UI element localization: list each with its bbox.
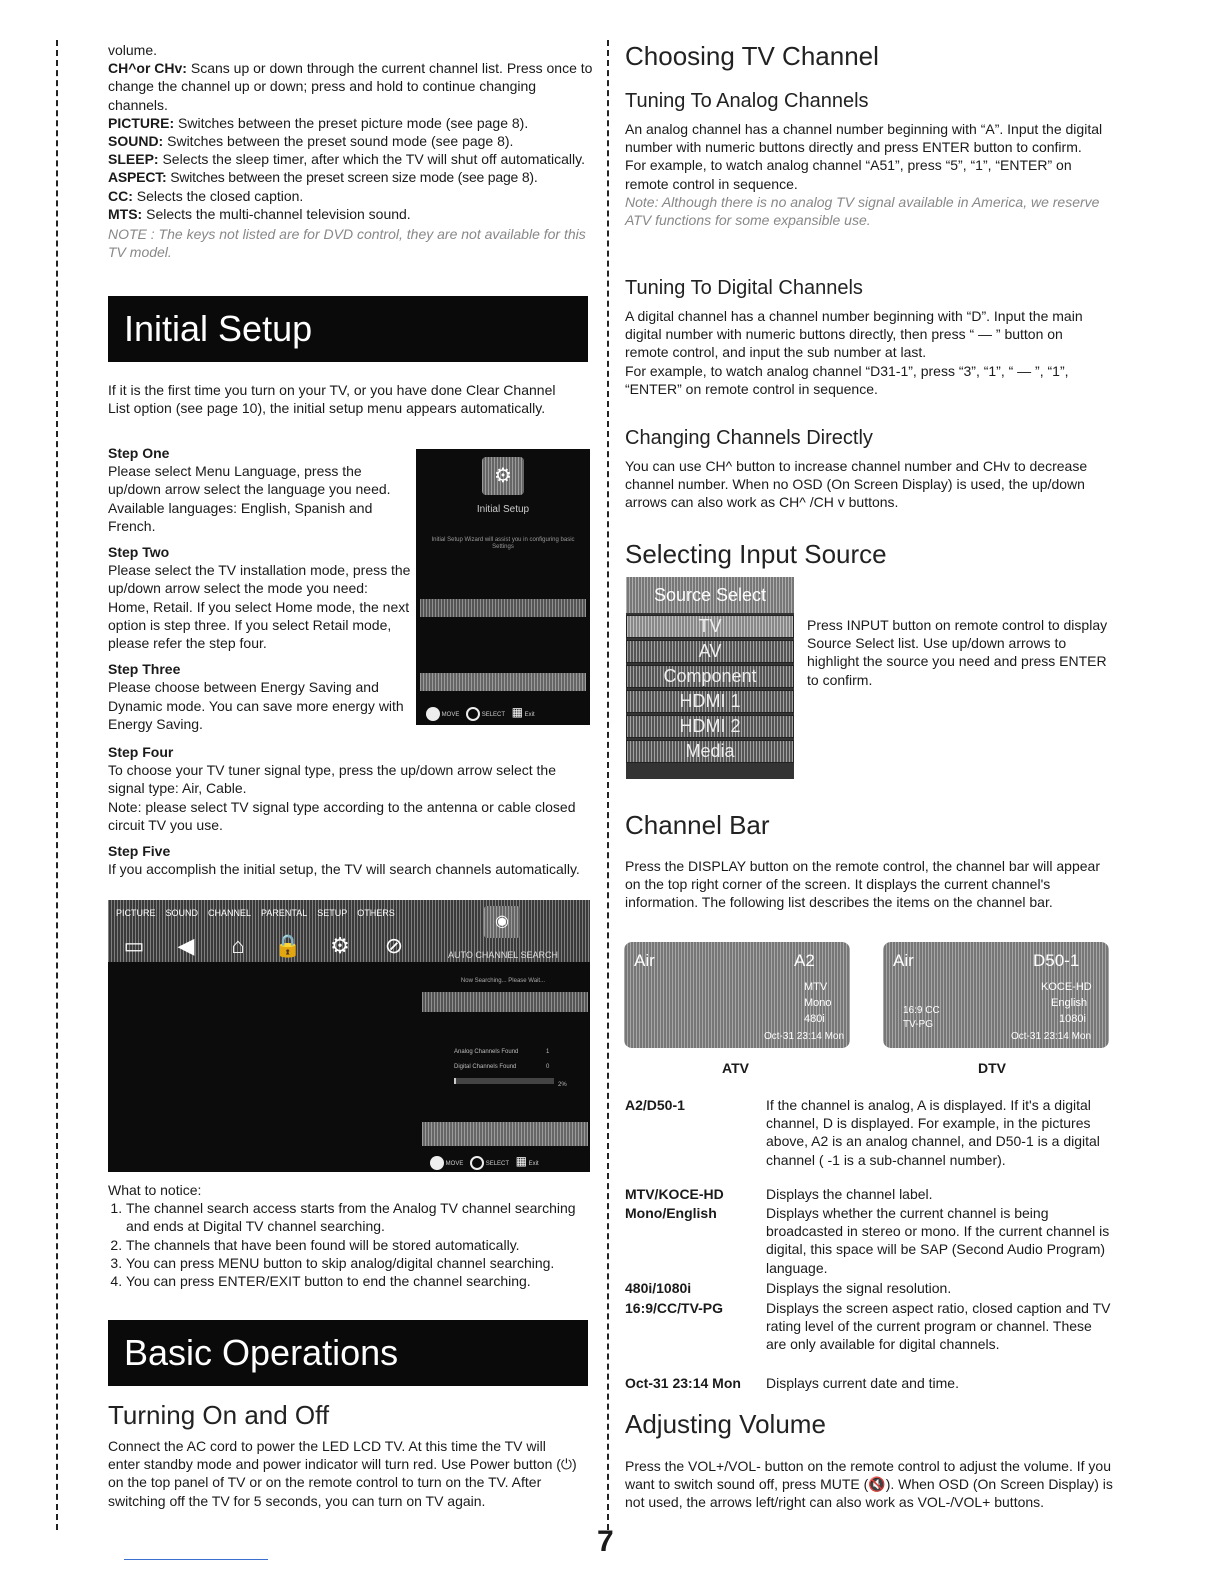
key-cc: CC: Selects the closed caption. <box>108 187 304 204</box>
notice-item: 2. The channels that have been found will be stored automatically. <box>126 1236 578 1254</box>
channel-icon: ⌂ <box>231 933 245 958</box>
analog-note: Note: Although there is no analog TV signal available in America, we reserve ATV functions for some expansible use. <box>625 193 1100 229</box>
digital-title: Tuning To Digital Channels <box>625 277 863 299</box>
dtv-rating: TV-PG <box>903 1019 934 1030</box>
atv-caption: ATV <box>722 1060 749 1076</box>
volume-title: Adjusting Volume <box>625 1409 826 1439</box>
step-title: Step Five <box>108 843 171 860</box>
key-mts: MTS: Selects the multi-channel television sound. <box>108 205 411 222</box>
atv-channel: A2 <box>794 951 815 970</box>
others-icon: ⊘ <box>384 933 404 958</box>
atv-channel-bar <box>624 942 850 1048</box>
dtv-audio: English <box>1051 997 1088 1009</box>
search-status: Now Searching... Please Wait... <box>460 978 546 984</box>
text-line: volume. <box>108 42 158 58</box>
atv-audio: Mono <box>804 997 832 1009</box>
changing-title: Changing Channels Directly <box>625 427 873 449</box>
search-hint-bar <box>422 1122 588 1146</box>
move-icon <box>430 1156 444 1170</box>
basic-operations-banner <box>108 1320 588 1386</box>
setup-gear-icon: ⚙ <box>482 457 524 495</box>
choosing-title: Choosing TV Channel <box>625 41 879 71</box>
source-item[interactable]: AV <box>626 640 794 663</box>
def-term: 16:9/CC/TV-PG <box>625 1300 724 1316</box>
step-text: Please choose between Energy Saving and Dynamic mode. You can save more energy with Energy Saving. <box>108 679 404 732</box>
notice-block <box>108 1181 578 1290</box>
lock-icon: 🔒 <box>274 933 302 958</box>
dtv-label: KOCE-HD <box>1041 981 1092 993</box>
dtv-aspect-cc: 16:9 CC <box>903 1005 940 1016</box>
def-term: Mono/English <box>625 1205 717 1221</box>
notice-list <box>108 1199 578 1290</box>
def-desc: Displays current date and time. <box>766 1375 959 1391</box>
step-title: Step Two <box>108 544 170 561</box>
analog-text: An analog channel has a channel number beginning with “A”. Input the digital number with numeric buttons directly and press ENTER button to confirm. <box>625 121 1103 156</box>
analog-title: Tuning To Analog Channels <box>625 90 869 112</box>
dtv-res: 1080i <box>1059 1013 1086 1025</box>
step-title: Step One <box>108 445 170 461</box>
dtv-source: Air <box>893 951 914 970</box>
menu-tab: CHANNEL <box>208 908 252 918</box>
exit-icon: ▦ <box>511 705 523 719</box>
setup-language-bar <box>420 599 586 617</box>
menu-tab: PICTURE <box>116 908 156 918</box>
def-term: 480i/1080i <box>625 1280 692 1296</box>
def-term: Oct-31 23:14 Mon <box>625 1375 741 1391</box>
notice-title: What to notice: <box>108 1182 202 1198</box>
steps-1-3 <box>108 444 413 733</box>
dtv-caption: DTV <box>978 1060 1006 1076</box>
menu-tab: PARENTAL <box>261 908 308 918</box>
menu-tabs <box>116 904 436 922</box>
setup-hint-bar <box>420 673 586 691</box>
notice-item: 3. You can press MENU button to skip analog/digital channel searching. <box>126 1254 578 1272</box>
def-desc: Displays the signal resolution. <box>766 1280 952 1296</box>
menu-tab: SOUND <box>165 908 199 918</box>
search-screen-title: AUTO CHANNEL SEARCH <box>447 950 559 960</box>
source-item[interactable]: HDMI 1 <box>626 690 794 713</box>
exit-icon: ▦ <box>515 1154 527 1168</box>
search-progress-track <box>454 1078 554 1084</box>
notice-item: 1. The channel search access starts from the Analog TV channel searching and ends at Digital TV channel searching. <box>126 1199 578 1235</box>
def-desc: Displays the screen aspect ratio, closed caption and TV rating level of the current program or channel. These are only available for digital channels. <box>766 1300 1111 1353</box>
def-term: MTV/KOCE-HD <box>625 1186 724 1202</box>
page-number: 7 <box>597 1525 614 1558</box>
step-text: To choose your TV tuner signal type, press the up/down arrow select the signal type: Air, Cable. <box>108 762 556 797</box>
picture-icon: ▭ <box>123 933 145 958</box>
initial-setup-screen <box>416 449 590 725</box>
steps-4-5 <box>108 743 583 878</box>
digital-text: A digital channel has a channel number beginning with “D”. Input the main digital number with numeric buttons directly, then press “ — ” button on remote control, and input the sub number at last. <box>625 308 1083 361</box>
digital-found-count: 0 <box>546 1064 550 1070</box>
source-item[interactable]: TV <box>626 615 794 638</box>
sound-icon: ◀ <box>177 933 195 958</box>
source-item[interactable]: HDMI 2 <box>626 715 794 738</box>
digital-example: For example, to watch analog channel “D31-1”, press “3”, “1”, “ — ”, “1”, “ENTER” on remote control in sequence. <box>625 362 1069 397</box>
initial-setup-intro: If it is the first time you turn on your TV, or you have done Clear Channel List option (see page 10), the initial setup menu appears automatically. <box>108 382 556 417</box>
def-desc: If the channel is analog, A is displayed. If it's a digital channel, D is displayed. For example, in the pictures above, A2 is an analog channel, and D50-1 is a digital channel ( -1 is a sub-channel number). <box>766 1097 1100 1168</box>
atv-res: 480i <box>804 1013 825 1025</box>
source-select-title: Source Select <box>626 577 794 613</box>
search-progress-text: 2% <box>558 1082 567 1088</box>
analog-block <box>625 120 1110 229</box>
turning-text: Connect the AC cord to power the LED LCD TV. At this time the TV will enter standby mode and power indicator will turn red. Use Power button (⏻) on the top panel of TV or on the remote control to turn on the TV. After switching off the TV for 5 seconds, you can turn on TV again. <box>108 1438 577 1509</box>
step-text: If you accomplish the initial setup, the TV will search channels automatically. <box>108 861 580 878</box>
section-title: Initial Setup <box>124 308 313 349</box>
analog-found-count: 1 <box>546 1049 550 1055</box>
def-desc: Displays whether the current channel is being broadcasted in stereo or mono. If the current channel is digital, this space will be SAP (Second Audio Program) language. <box>766 1205 1110 1276</box>
def-desc: Displays the channel label. <box>766 1186 933 1202</box>
menu-tab: OTHERS <box>357 908 395 918</box>
def-term: A2/D50-1 <box>625 1097 685 1113</box>
menu-tab: SETUP <box>317 908 348 918</box>
setup-icon: ⚙ <box>330 933 350 958</box>
remote-keys-list <box>108 41 598 261</box>
input-text: Press INPUT button on remote control to display Source Select list. Use up/down arrows to highlight the source you need and press ENTER to confirm. <box>807 617 1108 688</box>
dtv-date: Oct-31 23:14 Mon <box>1011 1031 1092 1042</box>
step-title: Step Four <box>108 744 174 760</box>
digital-found-label: Digital Channels Found <box>454 1064 517 1070</box>
volume-text: Press the VOL+/VOL- button on the remote control to adjust the volume. If you want to switch sound off, press MUTE (🔇). When OSD (On Screen Display) is not used, the arrows left/right can also work as VOL-/VOL+ buttons. <box>625 1458 1113 1511</box>
step-text: Please select Menu Language, press the up/down arrow select the language you need. Available languages: English, Spanish and French. <box>108 463 391 534</box>
channel-bar-text: Press the DISPLAY button on the remote control, the channel bar will appear on the top right corner of the screen. It displays the current channel's information. The following list describes the items on the channel bar. <box>625 858 1100 911</box>
channel-bar-title: Channel Bar <box>625 810 770 840</box>
key-sleep: SLEEP: Selects the sleep timer, after which the TV will shut off automatically. <box>108 151 585 168</box>
select-icon <box>466 707 480 721</box>
move-icon <box>426 707 440 721</box>
left-margin-rule <box>56 40 58 1530</box>
initial-setup-banner <box>108 296 588 362</box>
key-ch: CH^or CHv: Scans up or down through the current channel list. Press once to change the channel up or down; press and hold to continue changing channels. <box>108 60 593 113</box>
key-sound: SOUND: Switches between the preset sound mode (see page 8). <box>108 133 514 150</box>
setup-nav-legend: MOVE SELECT ▦ Exit <box>426 703 586 724</box>
digital-block <box>625 307 1103 398</box>
step-text: Please select the TV installation mode, press the up/down arrow select the mode you need: Home, Retail. If you select Home mode, the next option is step three. If you select Retail mode, please refer the step four. <box>108 562 411 652</box>
column-divider <box>607 40 609 1530</box>
atv-label: MTV <box>804 981 828 993</box>
source-select-panel <box>626 577 794 779</box>
dvd-note: NOTE : The keys not listed are for DVD control, they are not available for this TV model. <box>108 226 586 261</box>
search-progress-fill <box>454 1078 456 1084</box>
channel-search-screen <box>108 900 590 1172</box>
setup-screen-desc: Initial Setup Wizard will assist you in configuring basic Settings <box>431 537 575 550</box>
search-signal-bar <box>422 992 588 1012</box>
dtv-channel-bar <box>883 942 1109 1048</box>
dtv-channel: D50-1 <box>1033 951 1080 970</box>
key-picture: PICTURE: Switches between the preset picture mode (see page 8). <box>108 114 529 131</box>
source-item[interactable]: Media <box>626 740 794 763</box>
step-note: Note: please select TV signal type according to the antenna or cable closed circuit TV you use. <box>108 798 576 833</box>
source-item[interactable]: Component <box>626 665 794 688</box>
notice-item: 4. You can press ENTER/EXIT button to end the channel searching. <box>126 1272 578 1290</box>
search-nav-legend: MOVE SELECT ▦ Exit <box>430 1152 590 1173</box>
analog-found-label: Analog Channels Found <box>454 1049 519 1055</box>
analog-example: For example, to watch analog channel “A51”, press “5”, “1”, “ENTER” on remote control in sequence. <box>625 157 1072 192</box>
atv-date: Oct-31 23:14 Mon <box>764 1031 845 1042</box>
step-title: Step Three <box>108 661 181 678</box>
select-icon <box>470 1156 484 1170</box>
key-aspect: ASPECT: Switches between the preset screen size mode (see page 8). <box>108 169 538 186</box>
input-title: Selecting Input Source <box>625 539 887 569</box>
source-list <box>626 615 794 763</box>
footer-rule <box>124 1559 268 1560</box>
section-title: Basic Operations <box>124 1332 399 1373</box>
setup-screen-title: Initial Setup <box>476 504 530 515</box>
changing-text: You can use CH^ button to increase channel number and CHv to decrease channel number. When no OSD (On Screen Display) is used, the up/down arrows can also work as CH^ /CH v buttons. <box>625 458 1088 511</box>
turning-title: Turning On and Off <box>108 1400 330 1430</box>
search-globe-icon: ◉ <box>484 906 520 938</box>
atv-source: Air <box>634 951 655 970</box>
